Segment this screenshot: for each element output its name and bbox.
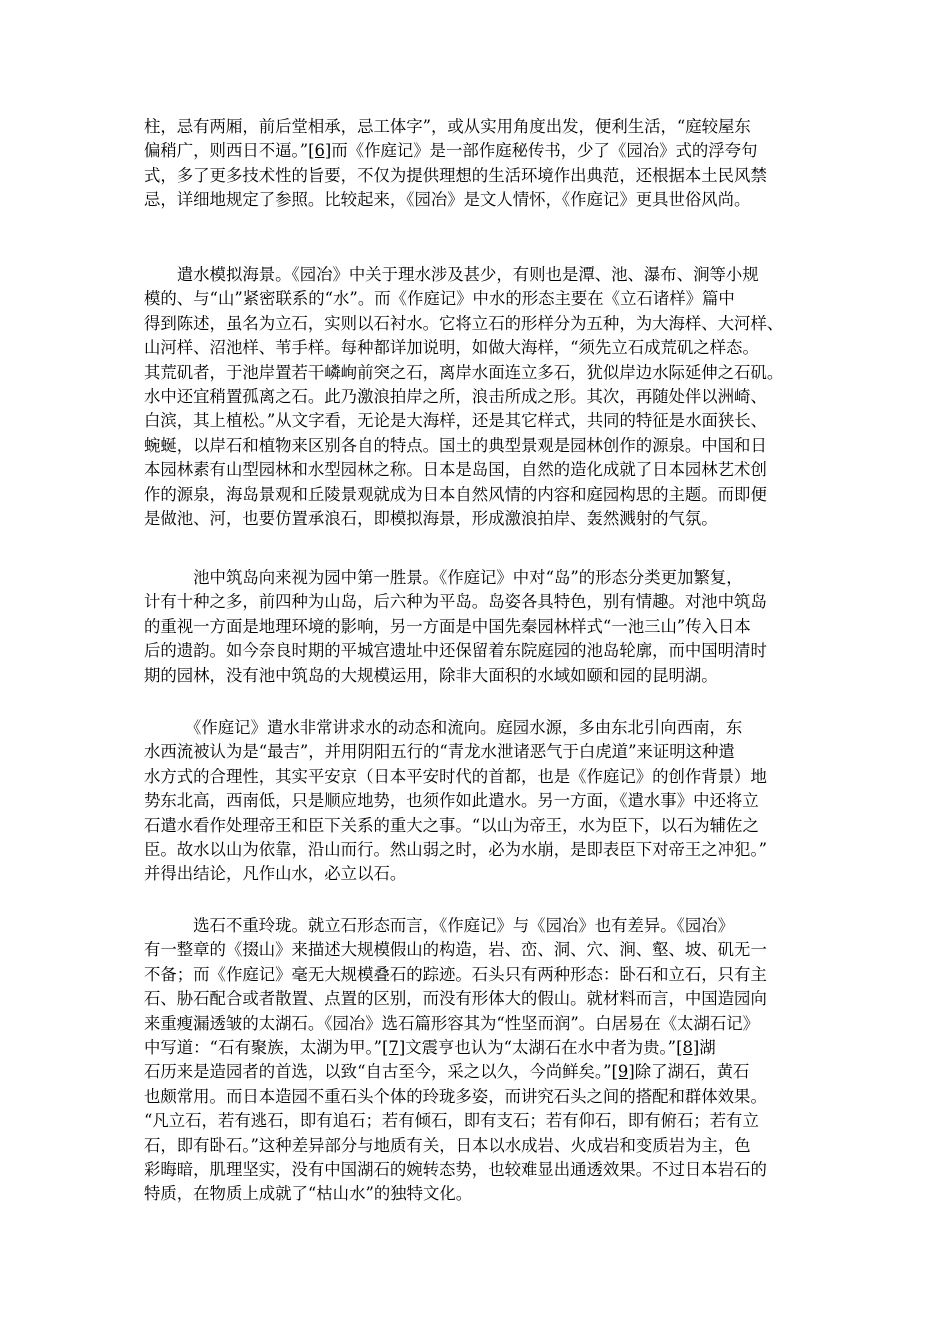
text-line [144,716,812,740]
text-line [144,664,812,688]
text-line [144,483,812,507]
text-line [144,789,812,813]
text-segment: 计有十种之多，前四种为山岛，后六种为平岛。岛姿各具特色，别有情趣。对池中筑岛 [144,592,767,612]
text-line [144,987,812,1011]
footnote-reference-link[interactable]: [8] [676,1037,700,1057]
text-line [144,1036,812,1060]
paragraph-pond-islands [144,566,812,688]
text-line [144,914,812,938]
text-line [144,164,812,188]
text-segment: 《作庭记》遣水非常讲求水的动态和流向。庭园水源，多由东北引向西南，东 [144,718,743,737]
footnote-reference-link[interactable]: [6] [308,141,332,161]
text-line [144,566,812,590]
text-line [144,1012,812,1036]
text-segment: 彩晦暗，肌理坚实，没有中国湖石的婉转态势，也较难显出通透效果。不过日本岩石的 [144,1159,767,1179]
text-line [144,263,812,287]
text-line [144,287,812,311]
text-line [144,385,812,409]
text-segment: 蜿蜒，以岸石和植物来区别各自的特点。国土的典型景观是园林创作的源泉。中国和日 [144,435,767,455]
text-line [144,1134,812,1158]
text-line [144,139,812,163]
text-segment: 特质，在物质上成就了“枯山水”的独特文化。 [144,1184,473,1204]
text-segment: 石遣水看作处理帝王和臣下关系的重大之事。“以山为帝王，水为臣下，以石为辅佐之 [144,815,759,835]
text-line [144,938,812,962]
text-line [144,1109,812,1133]
text-segment: 偏稍广，则西日不逼。” [144,141,309,161]
footnote-reference-link[interactable]: [7] [382,1037,406,1057]
text-segment: 是做池、河，也要仿置承浪石，即模拟海景，形成激浪拍岸、轰然溅射的气氛。 [144,508,718,528]
text-line [144,1158,812,1182]
text-segment: 模的、与“山”紧密联系的“水”。而《作庭记》中水的形态主要在《立石诸样》篇中 [144,289,735,309]
text-segment: 遣水模拟海景。《园冶》中关于理水涉及甚少，有则也是潭、池、瀑布、涧等小规 [144,265,759,284]
text-segment: 白滨，其上植松。”从文字看，无论是大海样，还是其它样式，共同的特征是水面狭长、 [144,411,768,431]
text-line [144,838,812,862]
text-segment: 并得出结论，凡作山水，必立以石。 [144,864,407,884]
text-segment: 水西流被认为是“最吉”，并用阴阳五行的“青龙水泄诸恶气于白虎道”来证明这种遣 [144,742,735,762]
text-line [144,458,812,482]
text-line [144,1060,812,1084]
text-segment: 得到陈述，虽名为立石，实则以石衬水。它将立石的形样分为五种，为大海样、大河样、 [144,313,784,333]
text-line [144,336,812,360]
text-line [144,409,812,433]
text-segment: 后的遗韵。如今奈良时期的平城宫遗址中还保留着东院庭园的池岛轮廓，而中国明清时 [144,641,767,661]
text-segment: 式，多了更多技术性的旨要，不仅为提供理想的生活环境作出典范，还根据本土民风禁 [144,165,767,185]
text-line [144,507,812,531]
text-line [144,814,812,838]
text-segment: 的重视一方面是地理环境的影响，另一方面是中国先秦园林样式“一池三山”传入日本 [144,616,751,636]
text-segment: 也颇常用。而日本造园不重石头个体的玲珑多姿，而讲究石头之间的搭配和群体效果。 [144,1086,767,1106]
paragraph-water-seascape [144,263,812,531]
text-line [144,590,812,614]
text-segment: “凡立石，若有逃石，即有追石；若有倾石，即有支石；若有仰石，即有俯石；若有立 [144,1111,759,1131]
text-segment: 期的园林，没有池中筑岛的大规模运用，除非大面积的水域如颐和园的昆明湖。 [144,665,718,685]
text-segment: 本园林素有山型园林和水型园林之称。日本是岛国，自然的造化成就了日本园林艺术创 [144,460,767,480]
text-line [144,115,812,139]
text-line [144,963,812,987]
text-segment: 作的源泉，海岛景观和丘陵景观就成为日本自然风情的内容和庭园构思的主题。而即便 [144,484,767,504]
text-line [144,361,812,385]
text-segment: 文震亨也认为“太湖石在水中者为贵。” [405,1037,677,1057]
text-segment: 石，即有卧石。”这种差异部分与地质有关，日本以水成岩、火成岩和变质岩为主，色 [144,1135,751,1155]
text-line [144,312,812,336]
text-segment: 有一整章的《掇山》来描述大规模假山的构造，岩、峦、洞、穴、涧、壑、坡、矶无一 [144,940,767,960]
text-line [144,1182,812,1206]
text-segment: 石、胁石配合或者散置、点置的区别，而没有形体大的假山。就材料而言，中国造园向 [144,989,767,1009]
footnote-reference-link[interactable]: [9] [611,1062,635,1082]
paragraph-water-flow [144,716,812,887]
text-line [144,188,812,212]
text-segment: 水中还宜稍置孤离之石。此乃激浪拍岸之所，浪击所成之形。其次，再随处伴以洲崎、 [144,386,767,406]
text-segment: 柱，忌有两厢，前后堂相承，忌工体字”，或从实用角度出发，便利生活，“庭较屋东 [144,117,751,136]
text-segment: 势东北高，西南低，只是顺应地势，也须作如此遣水。另一方面，《遣水事》中还将立 [144,791,759,811]
text-segment: 不备；而《作庭记》毫无大规模叠石的踪迹。石头只有两种形态：卧石和立石，只有主 [144,964,767,984]
paragraph-residential-layout [144,115,812,213]
text-segment: 池中筑岛向来视为园中第一胜景。《作庭记》中对“岛”的形态分类更加繁复， [144,568,743,587]
text-segment: 湖 [699,1037,716,1057]
text-line [144,862,812,886]
text-line [144,1085,812,1109]
text-segment: 其荒矶者，于池岸置若干嶙峋前突之石，离岸水面连立多石，犹似岸边水际延伸之石矶。 [144,362,784,382]
text-segment: 选石不重玲珑。就立石形态而言，《作庭记》与《园冶》也有差异。《园冶》 [144,916,735,935]
text-segment: 臣。故水以山为依靠，沿山而行。然山弱之时，必为水崩，是即表臣下对帝王之冲犯。” [144,839,768,859]
text-segment: 水方式的合理性，其实平安京（日本平安时代的首都，也是《作庭记》的创作背景）地 [144,766,767,786]
text-line [144,615,812,639]
text-segment: 忌，详细地规定了参照。比较起来，《园冶》是文人情怀，《作庭记》更具世俗风尚。 [144,190,751,210]
text-segment: 而《作庭记》是一部作庭秘传书，少了《园冶》式的浮夸句 [331,141,758,161]
text-line [144,639,812,663]
text-segment: 除了湖石，黄石 [634,1062,750,1082]
paragraph-stone-selection [144,914,812,1207]
text-line [144,740,812,764]
text-segment: 中写道：“石有聚族，太湖为甲。” [144,1037,383,1057]
text-line [144,434,812,458]
text-segment: 来重瘦漏透皱的太湖石。《园冶》选石篇形容其为“性坚而润”。白居易在《太湖石记》 [144,1013,760,1033]
text-segment: 石历来是造园者的首选，以致“自古至今，采之以久，今尚鲜矣。” [144,1062,612,1082]
text-segment: 山河样、沼池样、苇手样。每种都详加说明，如做大海样，“须先立石成荒矶之样态。 [144,338,759,358]
text-line [144,765,812,789]
